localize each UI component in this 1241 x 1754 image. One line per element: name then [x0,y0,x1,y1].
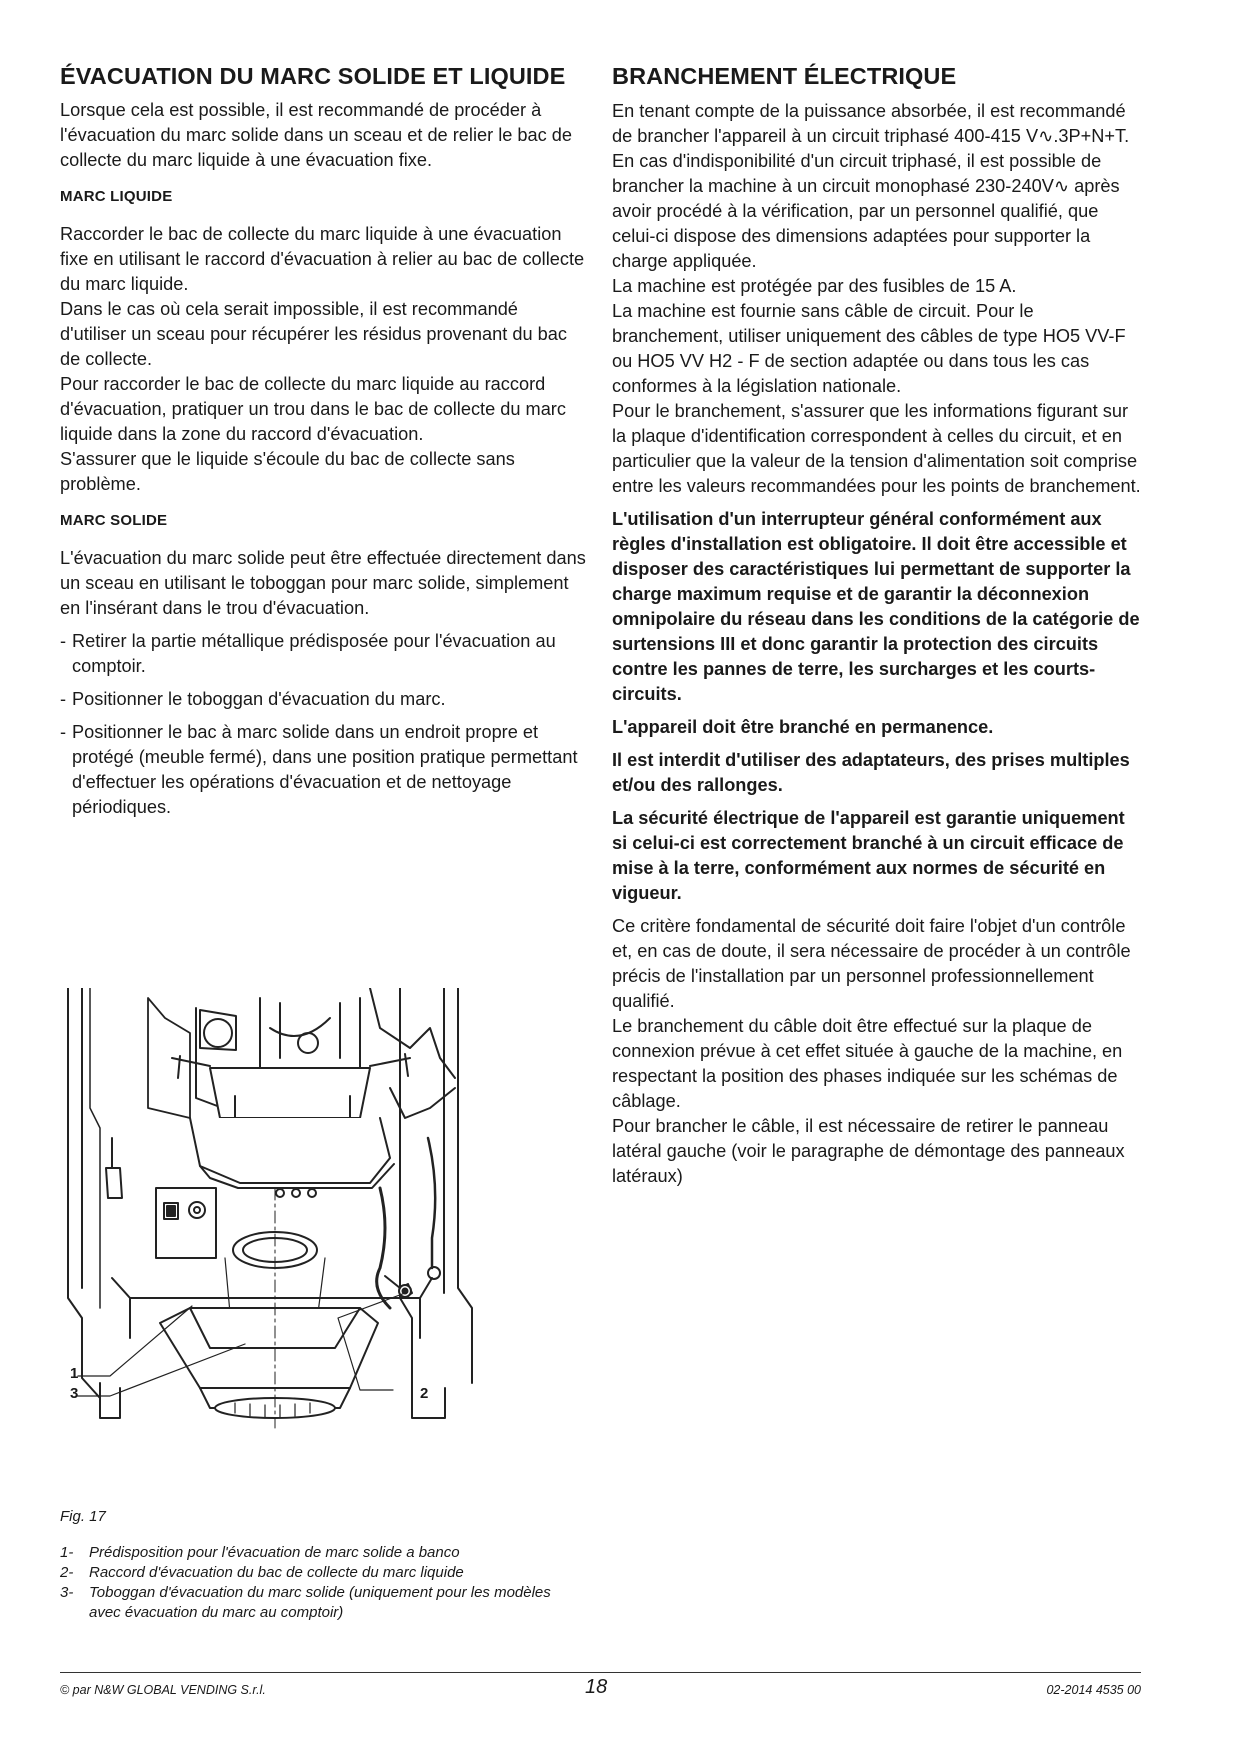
closing-paragraph: Pour brancher le câble, il est nécessaire de retirer le panneau latéral gauche (voir le paragraphe de démontage des panneaux latéraux) [612,1116,1125,1186]
section-title-branchement: BRANCHEMENT ÉLECTRIQUE [612,63,957,89]
solid-intro: L'évacuation du marc solide peut être effectuée directement dans un sceau en utilisant le toboggan pour marc solide, simplement en l'insérant dans le trou d'évacuation. [60,548,586,618]
bullet-text: Positionner le bac à marc solide dans un endroit propre et protégé (meuble fermé), dans une position pratique permettant d'effectuer les opérations d'évacuation et de nettoyage périodiques. [72,722,578,817]
document-code: 02-2014 4535 00 [1046,1683,1141,1697]
caption-text: Prédisposition pour l'évacuation de marc solide a banco [89,1544,460,1561]
caption-text: Toboggan d'évacuation du marc solide (uniquement pour les modèles avec évacuation du marc au comptoir) [89,1584,551,1621]
subheading-marc-liquide: MARC LIQUIDE [60,188,173,205]
footer-divider [60,1672,1141,1673]
bullet-text: Retirer la partie métallique prédisposée pour l'évacuation au comptoir. [72,631,556,676]
closing-paragraph: Ce critère fondamental de sécurité doit faire l'objet d'un contrôle et, en cas de doute, il sera nécessaire de procéder à un contrôle précis de l'installation par un personnel professionnellement qualifié. [612,916,1131,1011]
liquid-paragraph: Raccorder le bac de collecte du marc liquide à une évacuation fixe en utilisant le raccord d'évacuation à relier au bac de collecte du marc liquide. [60,224,585,294]
section-title-evacuation: ÉVACUATION DU MARC SOLIDE ET LIQUIDE [60,63,566,89]
subheading-marc-solide: MARC SOLIDE [60,512,168,529]
caption-item [60,1583,580,1623]
warning-paragraph: L'appareil doit être branché en permanence. [612,717,994,737]
callout-1: 1 [70,1365,79,1382]
footer-copyright: © par N&W GLOBAL VENDING S.r.l. [60,1683,266,1697]
figure-captions [60,1543,580,1623]
electric-paragraph: La machine est fournie sans câble de circuit. Pour le branchement, utiliser uniquement des câbles de type HO5 VV-F ou HO5 VV H2 - F de section adaptée ou dans tous les cas conformes à la législation nationale. [612,301,1126,396]
bullet-text: Positionner le toboggan d'évacuation du marc. [72,689,446,709]
caption-number: 2- [60,1564,74,1581]
warning-paragraph: La sécurité électrique de l'appareil est garantie uniquement si celui-ci est correctement branché à un circuit efficace de mise à la terre, conformément aux normes de sécurité en vigueur. [612,808,1125,903]
bullet-dash: - [60,689,67,709]
technical-illustration [60,988,480,1478]
caption-text: Raccord d'évacuation du bac de collecte du marc liquide [89,1564,464,1581]
bullet-dash: - [60,722,67,742]
right-column [612,62,1142,1189]
evacuation-intro: Lorsque cela est possible, il est recommandé de procéder à l'évacuation du marc solide dans un sceau et de relier le bac de collecte du marc liquide à une évacuation fixe. [60,100,573,170]
caption-number: 3- [60,1584,74,1601]
figure-label: Fig. 17 [60,1508,106,1525]
closing-paragraph: Le branchement du câble doit être effectué sur la plaque de connexion prévue à cet effet située à gauche de la machine, en respectant la position des phases indiquée sur les schémas de câblage. [612,1016,1123,1111]
caption-item [60,1563,580,1583]
caption-item [60,1543,580,1563]
liquid-paragraph: Pour raccorder le bac de collecte du marc liquide au raccord d'évacuation, pratiquer un trou dans le bac de collecte du marc liquide dans la zone du raccord d'évacuation. [60,374,566,444]
electric-paragraph: La machine est protégée par des fusibles de 15 A. [612,276,1017,296]
list-item [60,629,588,679]
electric-paragraph: En cas d'indisponibilité d'un circuit triphasé, il est possible de brancher la machine à un circuit monophasé 230-240V∿ après avoir procédé à la vérification, par un personnel qualifié, que celui-ci dispose des dimensions adaptées pour supporter la charge appliquée. [612,151,1120,271]
liquid-paragraph: S'assurer que le liquide s'écoule du bac de collecte sans problème. [60,449,515,494]
list-item [60,687,588,712]
caption-number: 1- [60,1544,74,1561]
warning-paragraph: Il est interdit d'utiliser des adaptateurs, des prises multiples et/ou des rallonges. [612,750,1130,795]
liquid-paragraph: Dans le cas où cela serait impossible, il est recommandé d'utiliser un sceau pour récupérer les résidus provenant du bac de collecte. [60,299,567,369]
bullet-dash: - [60,631,67,651]
left-column [60,62,588,820]
electric-paragraph: Pour le branchement, s'assurer que les informations figurant sur la plaque d'identification correspondent à celles du circuit, et en particulier que la valeur de la tension d'alimentation soit comprise entre les valeurs recommandées pour les points de branchement. [612,401,1141,496]
page-number: 18 [585,1676,608,1698]
callout-3: 3 [70,1385,79,1402]
electric-paragraph: En tenant compte de la puissance absorbée, il est recommandé de brancher l'appareil à un circuit triphasé 400-415 V∿.3P+N+T. [612,101,1130,146]
warning-paragraph: L'utilisation d'un interrupteur général conformément aux règles d'installation est obligatoire. Il doit être accessible et disposer des caractéristiques lui permettant de supporter la charge maximum requise et de garantir la déconnexion omnipolaire du réseau dans les conditions de la catégorie de surtensions III et donc garantir la protection des circuits contre les pannes de terre, les surcharges et les courts-circuits. [612,509,1140,704]
machine-drawing [60,988,480,1478]
list-item [60,720,588,820]
callout-2: 2 [420,1385,429,1402]
